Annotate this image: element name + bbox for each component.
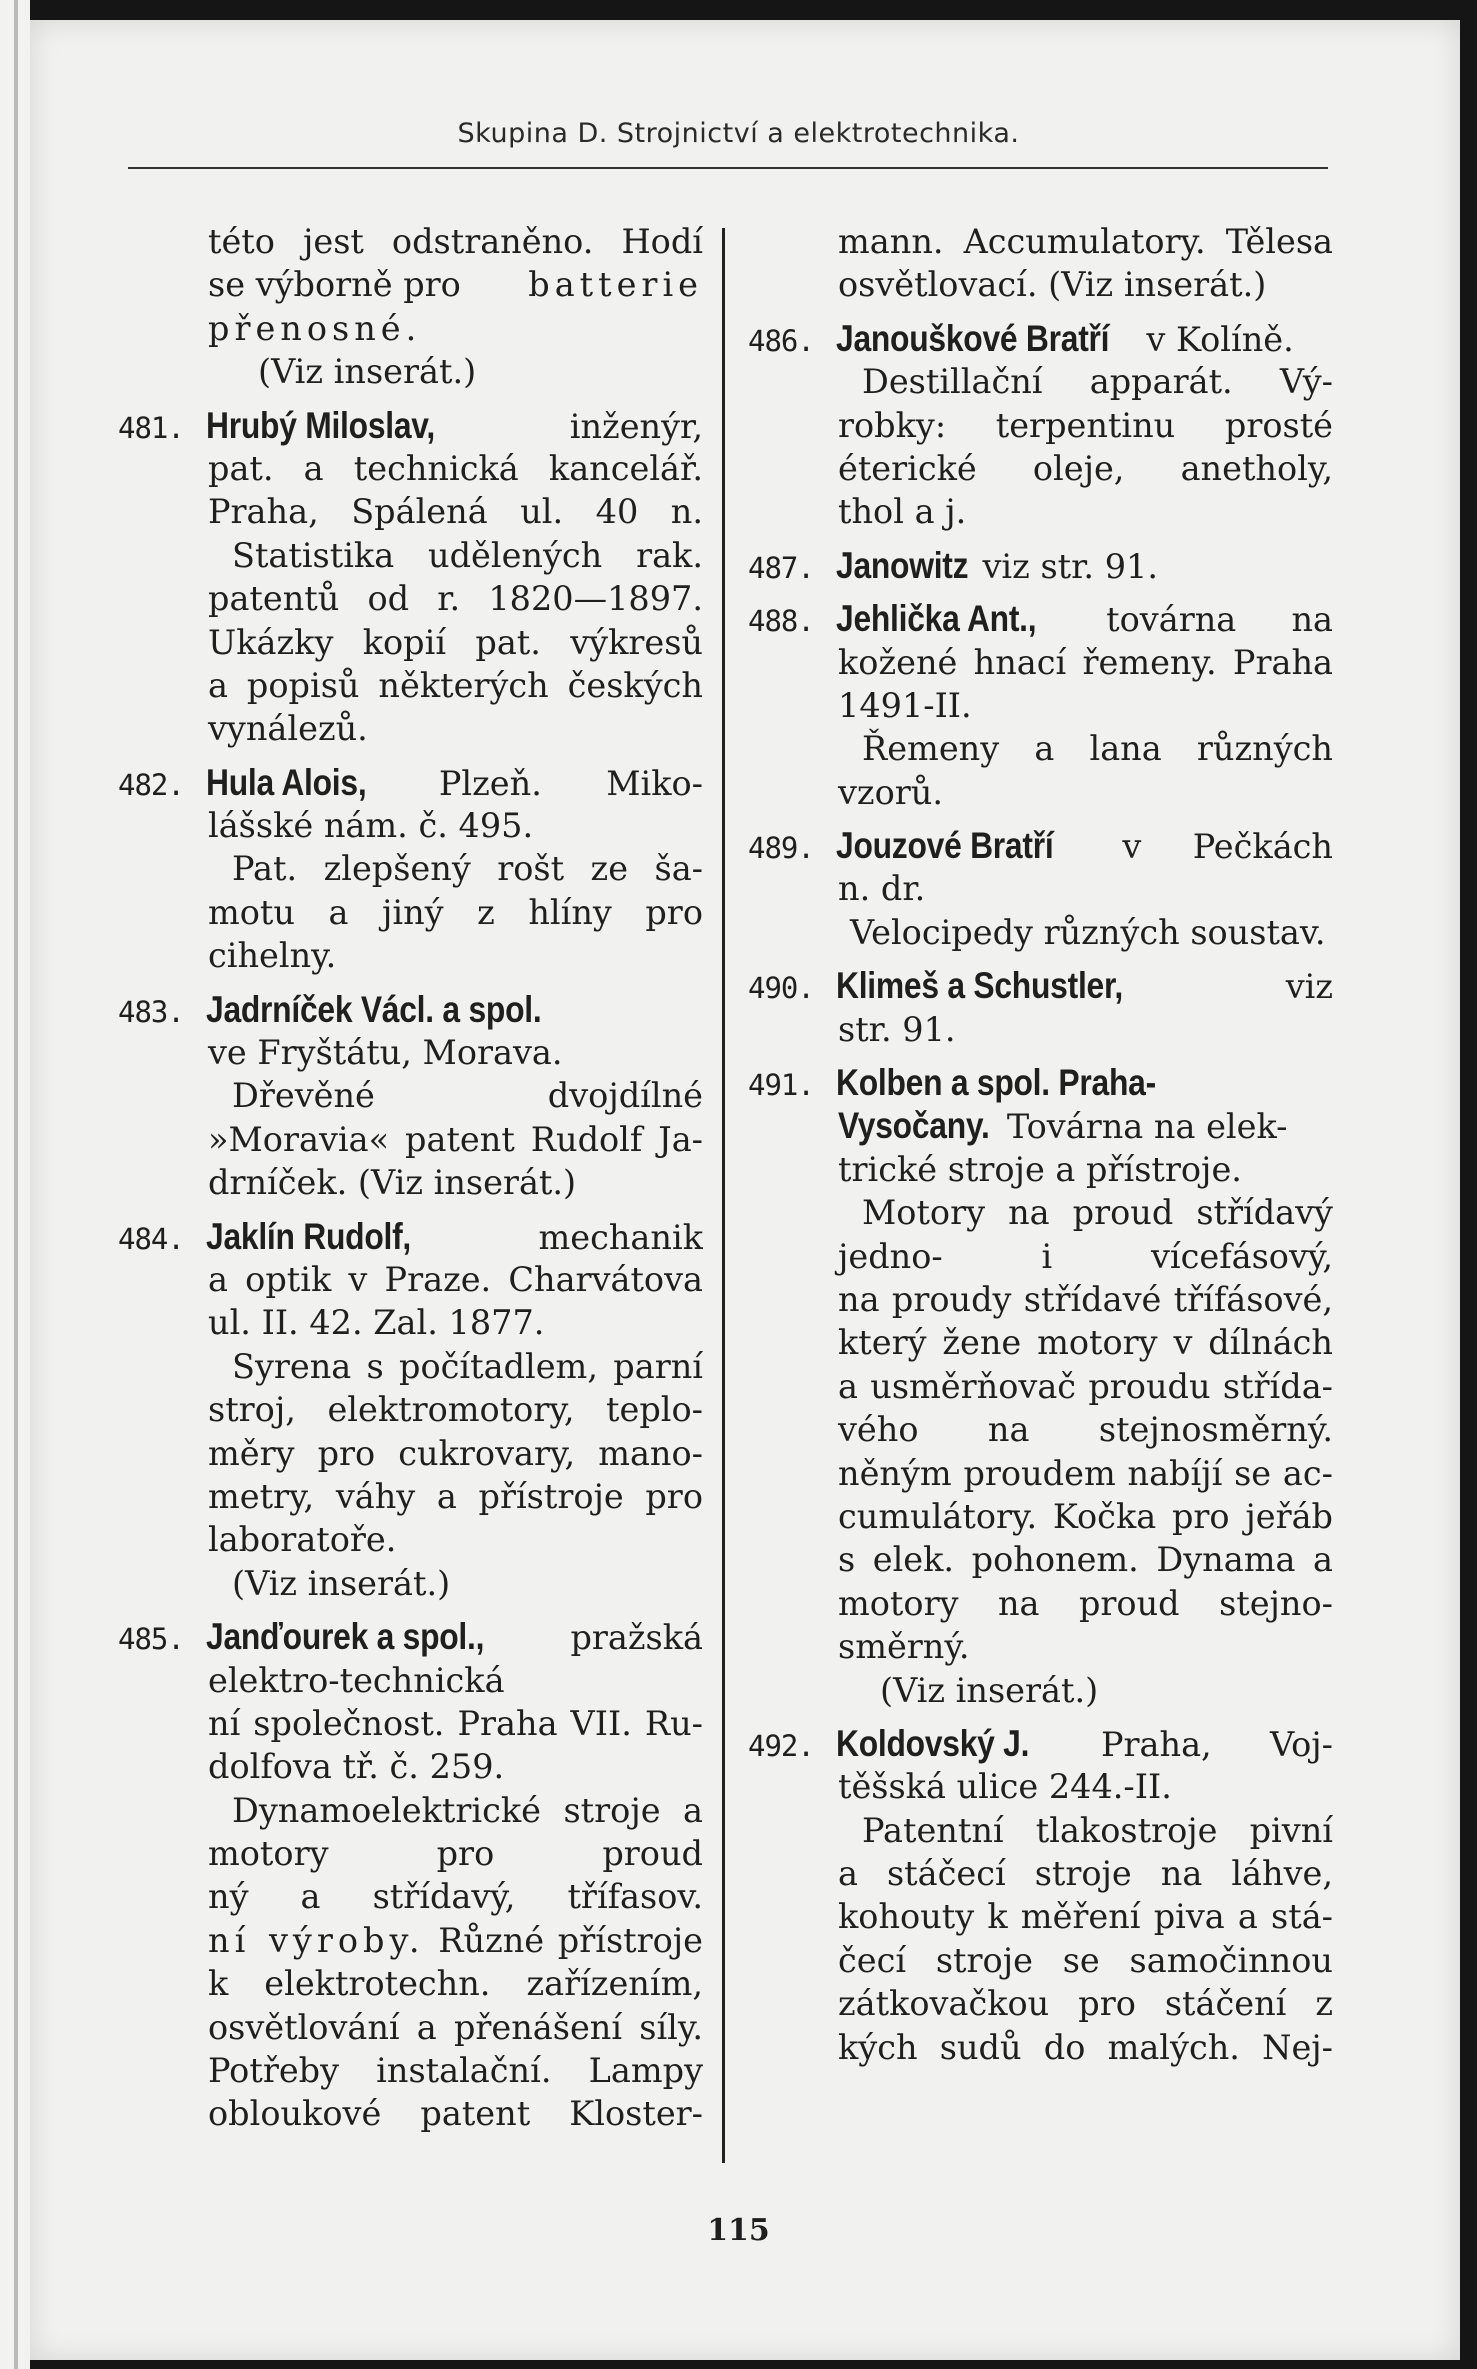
adjacent-page-edge	[0, 0, 30, 2369]
text-line: ní výroby. Různé přístroje	[208, 1920, 703, 1960]
text-line: pat. a technická kancelář.	[208, 448, 703, 488]
entry-485	[118, 1615, 703, 2136]
text-line: osvětlování a přenášení síly.	[208, 2007, 703, 2047]
text-line: těšská ulice 244.-II.	[838, 1767, 1172, 1807]
text-line: obloukové patent Kloster-	[208, 2094, 703, 2134]
text-line: a popisů některých českých	[208, 665, 703, 705]
entry-489	[748, 824, 1333, 954]
entry-486	[748, 317, 1333, 534]
entry-heading: 482. Hula Alois, Plzeň. Miko-	[118, 761, 703, 803]
text-line: ve Fryštátu, Morava.	[208, 1033, 563, 1073]
text-line: thol a j.	[838, 492, 967, 532]
text-line: přenosné.	[208, 308, 422, 348]
entry-484	[118, 1215, 703, 1606]
text-line: k elektrotechn. zařízením,	[208, 1964, 703, 2004]
running-header: Skupina D. Strojnictví a elektrotechnika.	[457, 118, 1020, 149]
text-line: motory na proud stejno-	[838, 1583, 1333, 1623]
text-line: cihelny.	[208, 936, 337, 976]
text-line: se výborně pro batterie	[208, 265, 703, 305]
text-line: této jest odstraněno. Hodí	[208, 222, 703, 261]
text-line: Patentní tlakostroje pivní	[862, 1810, 1333, 1850]
text-line: vzorů.	[838, 772, 943, 812]
entry-heading: 483. Jadrníček Václ. a spol.	[118, 988, 542, 1030]
text-line: s elek. pohonem. Dynama a	[838, 1540, 1333, 1580]
text-line: n. dr.	[838, 869, 926, 909]
text-line: 1491-II.	[838, 685, 972, 725]
entry-continued	[118, 220, 703, 394]
entry-492	[748, 1722, 1333, 2069]
text-line: kohouty k měření piva a stá-	[838, 1897, 1333, 1937]
text-line: lášské nám. č. 495.	[208, 806, 534, 846]
entry-continued	[748, 220, 1333, 307]
text-line: Pat. zlepšený rošt ze ša-	[232, 849, 703, 889]
text-line: čecí stroje se samočinnou	[838, 1940, 1333, 1980]
text-line: na proudy střídavé třífásové,	[838, 1279, 1333, 1319]
text-line: robky: terpentinu prosté	[838, 405, 1333, 445]
text-line: něným proudem nabíjí se ac-	[838, 1453, 1333, 1493]
text-line: (Viz inserát.)	[232, 1563, 451, 1603]
text-line: ul. II. 42. Zal. 1877.	[208, 1303, 545, 1343]
text-line: Syrena s počítadlem, parní	[232, 1346, 703, 1386]
text-line: a stáčecí stroje na láhve,	[838, 1854, 1333, 1894]
entry-heading-cont: Vysočany. Továrna na elek-	[838, 1105, 1288, 1147]
text-line: motu a jiný z hlíny pro	[208, 892, 703, 932]
entry-482	[118, 761, 703, 978]
entry-heading: 481. Hrubý Miloslav, inženýr,	[118, 404, 703, 446]
text-line: motory pro proud	[208, 1834, 703, 1874]
text-line: laboratoře.	[208, 1520, 397, 1560]
entry-heading: 492. Koldovský J. Praha, Voj-	[748, 1722, 1333, 1764]
text-line: trické stroje a přístroje.	[838, 1149, 1242, 1189]
entry-481	[118, 404, 703, 751]
column-divider	[722, 228, 725, 2163]
text-line: Motory na proud střídavý	[862, 1193, 1333, 1233]
text-line: »Moravia« patent Rudolf Ja-	[208, 1119, 703, 1159]
entry-483	[118, 988, 703, 1205]
text-line: osvětlovací. (Viz inserát.)	[838, 265, 1267, 305]
entry-491	[748, 1061, 1333, 1712]
text-line: Velocipedy různých soustav.	[850, 912, 1326, 952]
text-line: ný a střídavý, třífasov.	[208, 1877, 703, 1917]
text-line: zátkovačkou pro stáčení z	[838, 1984, 1333, 2024]
text-line: kých sudů do malých. Nej-	[838, 2027, 1333, 2067]
text-line: Statistika udělených rak.	[232, 535, 703, 575]
text-line: dolfova tř. č. 259.	[208, 1747, 505, 1787]
text-line: a optik v Praze. Charvátova	[208, 1259, 703, 1299]
text-line: stroj, elektromotory, teplo-	[208, 1390, 703, 1430]
text-line: který žene motory v dílnách	[838, 1323, 1333, 1363]
header-rule	[128, 167, 1328, 169]
text-line: mann. Accumulatory. Tělesa	[838, 222, 1333, 261]
text-line: éterické oleje, anetholy,	[838, 448, 1333, 488]
text-line: Praha, Spálená ul. 40 n.	[208, 492, 703, 532]
entry-488	[748, 597, 1333, 814]
entry-heading: 491. Kolben a spol. Praha-	[748, 1062, 1156, 1104]
text-line: metry, váhy a přístroje pro	[208, 1476, 703, 1516]
text-line: vého na stejnosměrný.	[838, 1410, 1333, 1450]
right-column	[748, 220, 1333, 2079]
text-line: a usměrňovač proudu střída-	[838, 1366, 1333, 1406]
text-line: cumulátory. Kočka pro jeřáb	[838, 1496, 1333, 1536]
text-line: směrný.	[838, 1627, 970, 1667]
entry-heading: 485. Janďourek a spol., pražská	[118, 1616, 703, 1658]
text-line: kožené hnací řemeny. Praha	[838, 642, 1333, 682]
text-line: str. 91.	[838, 1009, 956, 1049]
text-line: Dřevěné dvojdílné	[232, 1076, 703, 1116]
text-line: elektro-technická	[208, 1660, 505, 1700]
entry-heading: 489. Jouzové Bratří v Pečkách	[748, 825, 1333, 867]
text-line: Ukázky kopií pat. výkresů	[208, 622, 703, 662]
entry-heading: 488. Jehlička Ant., továrna na	[748, 598, 1333, 640]
text-line: drníček. (Viz inserát.)	[208, 1163, 577, 1203]
left-column	[118, 220, 703, 2146]
text-line: Potřeby instalační. Lampy	[208, 2051, 703, 2091]
entry-487	[748, 544, 1333, 587]
page-number: 115	[707, 2213, 770, 2248]
text-line: (Viz inserát.)	[258, 352, 477, 392]
text-line: Řemeny a lana různých	[862, 729, 1333, 769]
entry-heading: 484. Jaklín Rudolf, mechanik	[118, 1215, 703, 1257]
text-line: (Viz inserát.)	[880, 1670, 1099, 1710]
text-line: ní společnost. Praha VII. Ru-	[208, 1703, 703, 1743]
entry-heading: 487. Janowitz viz str. 91.	[748, 544, 1158, 586]
text-line: Destillační apparát. Vý-	[862, 362, 1333, 402]
text-line: jedno- i vícefásový,	[838, 1236, 1333, 1276]
entry-heading: 490. Klimeš a Schustler, viz	[748, 965, 1333, 1007]
text-line: měry pro cukrovary, mano-	[208, 1433, 703, 1473]
text-line: patentů od r. 1820—1897.	[208, 579, 703, 619]
text-line: Dynamoelektrické stroje a	[232, 1790, 703, 1830]
text-line: vynálezů.	[208, 709, 368, 749]
entry-heading: 486. Janouškové Bratří v Kolíně.	[748, 317, 1294, 359]
entry-490	[748, 964, 1333, 1051]
